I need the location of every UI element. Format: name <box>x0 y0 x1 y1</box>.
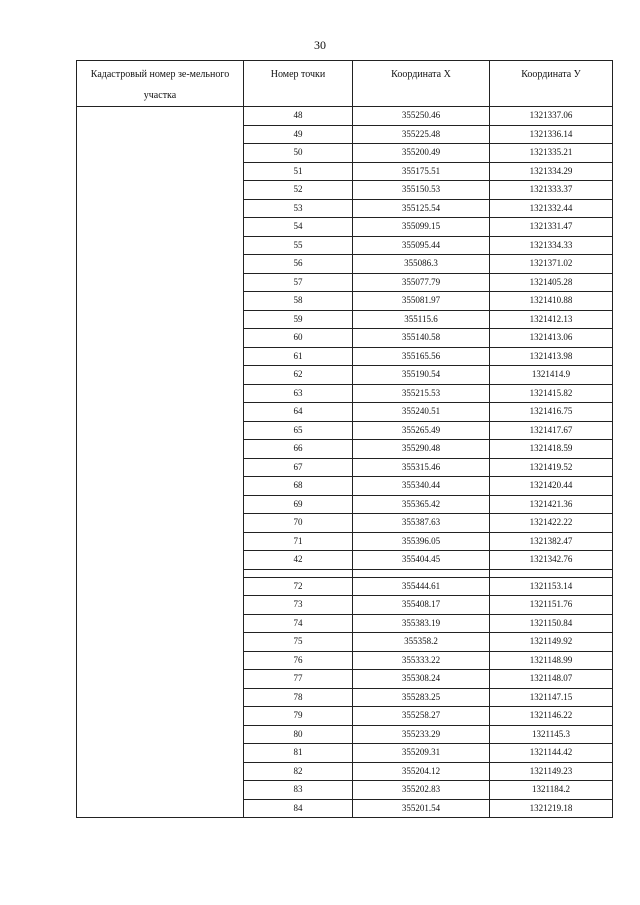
coordinate-y-cell: 1321416.75 <box>490 403 613 422</box>
coordinate-x-cell: 355387.63 <box>353 514 490 533</box>
point-number-cell: 66 <box>244 440 353 459</box>
point-number-cell <box>244 569 353 577</box>
coordinate-x-cell: 355408.17 <box>353 596 490 615</box>
point-number-cell: 82 <box>244 762 353 781</box>
coordinate-x-cell: 355290.48 <box>353 440 490 459</box>
coordinate-y-cell: 1321149.23 <box>490 762 613 781</box>
coordinate-y-cell: 1321332.44 <box>490 199 613 218</box>
coordinate-x-cell: 355150.53 <box>353 181 490 200</box>
coordinate-x-cell: 355077.79 <box>353 273 490 292</box>
coordinate-x-cell: 355283.25 <box>353 688 490 707</box>
coordinate-x-cell: 355315.46 <box>353 458 490 477</box>
coordinate-y-cell: 1321337.06 <box>490 107 613 126</box>
coordinate-x-cell: 355086.3 <box>353 255 490 274</box>
coordinate-y-cell: 1321145.3 <box>490 725 613 744</box>
header-cadastral-number: Кадастровый номер зе-мельного участка <box>77 61 244 107</box>
coordinate-x-cell: 355265.49 <box>353 421 490 440</box>
coordinate-y-cell: 1321335.21 <box>490 144 613 163</box>
coordinate-x-cell: 355240.51 <box>353 403 490 422</box>
coordinate-x-cell: 355165.56 <box>353 347 490 366</box>
coordinate-y-cell: 1321336.14 <box>490 125 613 144</box>
point-number-cell: 48 <box>244 107 353 126</box>
coordinate-y-cell: 1321153.14 <box>490 577 613 596</box>
coordinate-y-cell: 1321184.2 <box>490 781 613 800</box>
coordinate-x-cell: 355233.29 <box>353 725 490 744</box>
point-number-cell: 42 <box>244 551 353 570</box>
coordinate-y-cell: 1321334.33 <box>490 236 613 255</box>
coordinate-y-cell: 1321415.82 <box>490 384 613 403</box>
coordinate-x-cell: 355115.6 <box>353 310 490 329</box>
coordinate-x-cell: 355125.54 <box>353 199 490 218</box>
point-number-cell: 81 <box>244 744 353 763</box>
point-number-cell: 72 <box>244 577 353 596</box>
point-number-cell: 68 <box>244 477 353 496</box>
coordinate-y-cell: 1321334.29 <box>490 162 613 181</box>
header-coordinate-x: Координата Х <box>353 61 490 107</box>
coordinate-y-cell: 1321413.98 <box>490 347 613 366</box>
coordinate-x-cell: 355081.97 <box>353 292 490 311</box>
coordinate-x-cell: 355200.49 <box>353 144 490 163</box>
coordinate-x-cell: 355095.44 <box>353 236 490 255</box>
coordinate-y-cell: 1321422.22 <box>490 514 613 533</box>
point-number-cell: 83 <box>244 781 353 800</box>
coordinate-x-cell: 355099.15 <box>353 218 490 237</box>
point-number-cell: 54 <box>244 218 353 237</box>
header-coordinate-y: Координата У <box>490 61 613 107</box>
coordinate-y-cell: 1321412.13 <box>490 310 613 329</box>
coordinate-y-cell <box>490 569 613 577</box>
coordinate-x-cell: 355202.83 <box>353 781 490 800</box>
coordinate-x-cell: 355250.46 <box>353 107 490 126</box>
coordinate-y-cell: 1321420.44 <box>490 477 613 496</box>
coordinates-table <box>76 60 613 818</box>
header-point-number: Номер точки <box>244 61 353 107</box>
coordinate-x-cell: 355404.45 <box>353 551 490 570</box>
coordinate-y-cell: 1321144.42 <box>490 744 613 763</box>
point-number-cell: 71 <box>244 532 353 551</box>
cadastral-number-cell <box>77 107 244 818</box>
point-number-cell: 63 <box>244 384 353 403</box>
coordinate-y-cell: 1321418.59 <box>490 440 613 459</box>
point-number-cell: 70 <box>244 514 353 533</box>
table-body <box>77 107 613 818</box>
point-number-cell: 61 <box>244 347 353 366</box>
coordinate-x-cell: 355365.42 <box>353 495 490 514</box>
coordinate-x-cell: 355444.61 <box>353 577 490 596</box>
coordinate-y-cell: 1321151.76 <box>490 596 613 615</box>
coordinate-y-cell: 1321149.92 <box>490 633 613 652</box>
coordinate-x-cell: 355225.48 <box>353 125 490 144</box>
point-number-cell: 51 <box>244 162 353 181</box>
point-number-cell: 64 <box>244 403 353 422</box>
coordinate-x-cell <box>353 569 490 577</box>
point-number-cell: 52 <box>244 181 353 200</box>
point-number-cell: 77 <box>244 670 353 689</box>
coordinate-y-cell: 1321146.22 <box>490 707 613 726</box>
coordinate-x-cell: 355333.22 <box>353 651 490 670</box>
coordinate-x-cell: 355308.24 <box>353 670 490 689</box>
coordinate-x-cell: 355201.54 <box>353 799 490 818</box>
coordinate-y-cell: 1321410.88 <box>490 292 613 311</box>
page-number: 30 <box>314 38 326 52</box>
point-number-cell: 76 <box>244 651 353 670</box>
table-row <box>77 107 613 126</box>
coordinate-y-cell: 1321219.18 <box>490 799 613 818</box>
coordinate-y-cell: 1321342.76 <box>490 551 613 570</box>
point-number-cell: 58 <box>244 292 353 311</box>
coordinate-x-cell: 355383.19 <box>353 614 490 633</box>
coordinate-y-cell: 1321147.15 <box>490 688 613 707</box>
coordinate-y-cell: 1321414.9 <box>490 366 613 385</box>
coordinate-x-cell: 355204.12 <box>353 762 490 781</box>
point-number-cell: 55 <box>244 236 353 255</box>
point-number-cell: 49 <box>244 125 353 144</box>
coordinate-y-cell: 1321421.36 <box>490 495 613 514</box>
coordinate-y-cell: 1321382.47 <box>490 532 613 551</box>
point-number-cell: 73 <box>244 596 353 615</box>
point-number-cell: 62 <box>244 366 353 385</box>
point-number-cell: 65 <box>244 421 353 440</box>
point-number-cell: 57 <box>244 273 353 292</box>
point-number-cell: 74 <box>244 614 353 633</box>
coordinate-y-cell: 1321333.37 <box>490 181 613 200</box>
point-number-cell: 60 <box>244 329 353 348</box>
coordinate-y-cell: 1321148.99 <box>490 651 613 670</box>
point-number-cell: 84 <box>244 799 353 818</box>
coordinate-y-cell: 1321405.28 <box>490 273 613 292</box>
coordinate-y-cell: 1321419.52 <box>490 458 613 477</box>
point-number-cell: 79 <box>244 707 353 726</box>
point-number-cell: 69 <box>244 495 353 514</box>
coordinate-y-cell: 1321148.07 <box>490 670 613 689</box>
coordinate-x-cell: 355358.2 <box>353 633 490 652</box>
coordinate-y-cell: 1321413.06 <box>490 329 613 348</box>
table-header-row <box>77 61 613 107</box>
coordinate-x-cell: 355140.58 <box>353 329 490 348</box>
point-number-cell: 53 <box>244 199 353 218</box>
coordinate-y-cell: 1321331.47 <box>490 218 613 237</box>
coordinate-x-cell: 355175.51 <box>353 162 490 181</box>
coordinate-x-cell: 355190.54 <box>353 366 490 385</box>
point-number-cell: 75 <box>244 633 353 652</box>
coordinate-x-cell: 355258.27 <box>353 707 490 726</box>
point-number-cell: 56 <box>244 255 353 274</box>
point-number-cell: 59 <box>244 310 353 329</box>
coordinate-y-cell: 1321371.02 <box>490 255 613 274</box>
coordinate-y-cell: 1321417.67 <box>490 421 613 440</box>
coordinate-x-cell: 355209.31 <box>353 744 490 763</box>
coordinate-x-cell: 355215.53 <box>353 384 490 403</box>
coordinate-x-cell: 355396.05 <box>353 532 490 551</box>
point-number-cell: 67 <box>244 458 353 477</box>
point-number-cell: 50 <box>244 144 353 163</box>
coordinate-x-cell: 355340.44 <box>353 477 490 496</box>
point-number-cell: 80 <box>244 725 353 744</box>
coordinate-y-cell: 1321150.84 <box>490 614 613 633</box>
point-number-cell: 78 <box>244 688 353 707</box>
